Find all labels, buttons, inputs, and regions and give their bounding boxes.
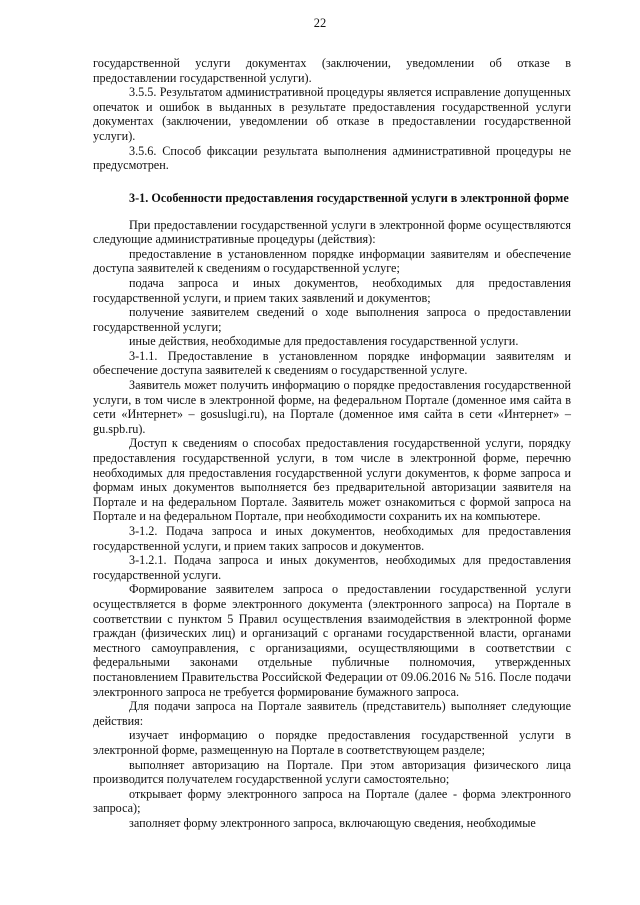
page-number: 22 xyxy=(313,16,327,30)
paragraph: Заявитель может получить информацию о порядке предоставления государственной услуги, в том числе в электронной форме, на федеральном Портале (доменное имя сайта в сети «Интернет» – gosuslugi.ru), на Портале (доменное имя сайта в сети «Интернет» – gu.spb.ru). xyxy=(93,378,571,436)
paragraph: открывает форму электронного запроса на Портале (далее - форма электронного запроса); xyxy=(93,786,571,816)
paragraph: Для подачи запроса на Портале заявитель (представитель) выполняет следующие действия: xyxy=(93,699,571,728)
paragraph: Доступ к сведениям о способах предоставления государственной услуги, порядку предоставления государственной услуги, в том числе в электронной форме, перечню необходимых для предоставления государственной услуги документов, к форме запроса и формам иных документов выполняется без предварительной авторизации заявителя на Портале и на федеральном Портале. Заявитель может ознакомиться с формой запроса на Портале и на федеральном Портале, при необходимости сохранить их на компьютере. xyxy=(93,436,571,524)
paragraph: предоставление в установленном порядке информации заявителям и обеспечение доступа заявителей к сведениям о государственной услуге; xyxy=(93,246,571,276)
paragraph: выполняет авторизацию на Портале. При этом авторизация физического лица производится получателем государственной услуги самостоятельно; xyxy=(93,757,571,787)
paragraph: подача запроса и иных документов, необходимых для предоставления государственной услуги, и прием таких заявлений и документов; xyxy=(93,275,571,305)
paragraph: иные действия, необходимые для предоставления государственной услуги. xyxy=(129,334,519,349)
section-heading: 3-1. Особенности предоставления государственной услуги в электронной форме xyxy=(129,190,569,205)
paragraph: Формирование заявителем запроса о предоставлении государственной услуги осуществляется в форме электронного документа (электронного запроса) на Портале в соответствии с пунктом 5 Правил осуществления взаимодействия в электронной форме граждан (физических лиц) и организаций с органами государственной власти, органами местного самоуправления, с организациями, осуществляющими в соответствии с федеральными законами отдельные публичные полномочия, утвержденных постановлением Правительства Российской Федерации от 09.06.2016 № 516. После подачи электронного запроса не требуется формирование бумажного запроса. xyxy=(93,582,571,699)
paragraph: государственной услуги документах (заключении, уведомлении об отказе в предоставлении государственной услуги). xyxy=(93,56,571,85)
paragraph: 3.5.6. Способ фиксации результата выполнения административной процедуры не предусмотрен. xyxy=(93,143,571,173)
paragraph: При предоставлении государственной услуги в электронной форме осуществляются следующие административные процедуры (действия): xyxy=(93,217,571,247)
paragraph: 3.5.5. Результатом административной процедуры является исправление допущенных опечаток и ошибок в выданных в результате предоставления государственной услуги документах (заключении, уведомлении об отказе в предоставлении государственной услуги). xyxy=(93,85,571,143)
paragraph: 3-1.2.1. Подача запроса и иных документов, необходимых для предоставления государственной услуги. xyxy=(93,553,571,582)
paragraph: 3-1.2. Подача запроса и иных документов, необходимых для предоставления государственной услуги, и прием таких запросов и документов. xyxy=(93,524,571,553)
paragraph: 3-1.1. Предоставление в установленном порядке информации заявителям и обеспечение доступа заявителей к сведениям о государственной услуге. xyxy=(93,348,571,378)
paragraph: получение заявителем сведений о ходе выполнения запроса о предоставлении государственной услуги; xyxy=(93,305,571,334)
document-body xyxy=(93,56,571,830)
paragraph: заполняет форму электронного запроса, включающую сведения, необходимые xyxy=(129,815,536,830)
paragraph: изучает информацию о порядке предоставления государственной услуги в электронной форме, размещенную на Портале в соответствующем разделе; xyxy=(93,728,571,757)
